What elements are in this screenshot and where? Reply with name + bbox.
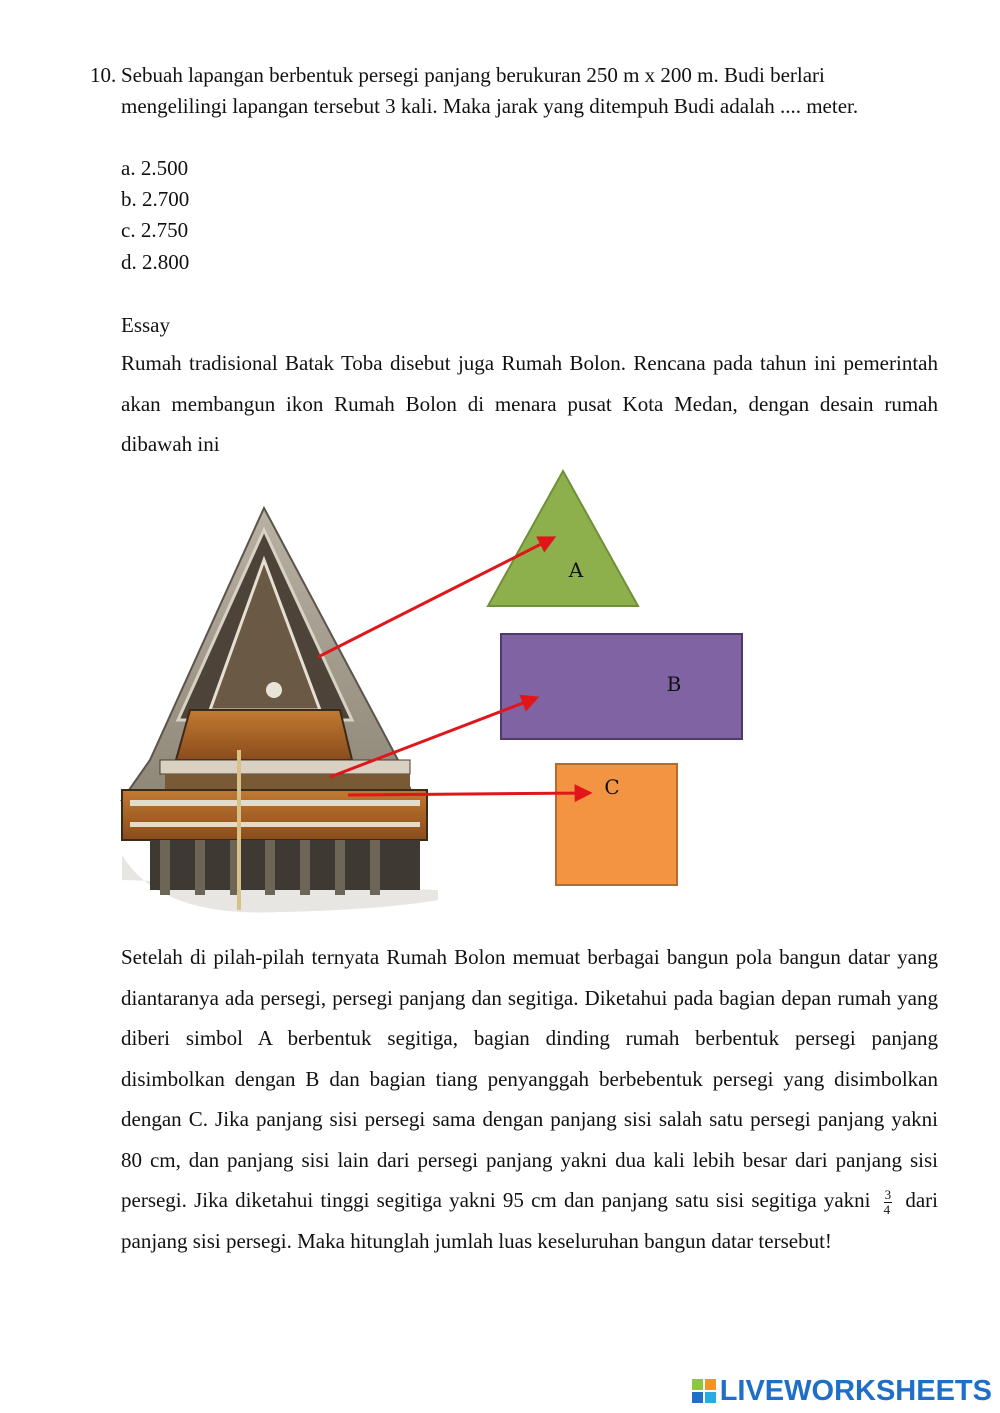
rumah-bolon-illustration xyxy=(122,508,438,913)
fraction-denominator: 4 xyxy=(883,1201,891,1217)
liveworksheets-brand: LIVEWORKSHEETS xyxy=(719,1374,992,1407)
option-a: a. 2.500 xyxy=(121,156,189,180)
label-a: A xyxy=(568,558,584,582)
essay-body-text: Setelah di pilah-pilah ternyata Rumah Bolon memuat berbagai bangun pola bangun datar yang diantaranya ada persegi, persegi panjang dan segitiga. Diketahui pada bagian depan rumah yang diberi simbol A berbentuk segitiga, bagian dinding rumah berbentuk persegi panjang disimbolkan dengan B dan bagian tiang penyanggah berbebentuk persegi yang disimbolkan dengan C. Jika panjang sisi persegi sama dengan panjang sisi salah satu persegi panjang yakni 80 cm, dan panjang sisi lain dari persegi panjang yakni dua kali lebih besar dari panjang sisi persegi. Jika diketahui tinggi segitiga yakni 95 cm dan panjang satu sisi segitiga yakni xyxy=(121,945,938,1212)
label-b: B xyxy=(666,672,682,696)
essay-body xyxy=(121,937,938,1261)
shape-c-square xyxy=(556,764,677,885)
question-text: Sebuah lapangan berbentuk persegi panjang berukuran 250 m x 200 m. Budi berlari mengelilingi lapangan tersebut 3 kali. Maka jarak yang ditempuh Budi adalah .... meter. xyxy=(121,63,859,118)
shape-a-triangle xyxy=(488,471,638,606)
fraction-numerator: 3 xyxy=(884,1186,892,1202)
fraction-three-quarters xyxy=(884,1188,893,1217)
shape-b-rectangle xyxy=(501,634,742,739)
rumah-bolon-figure xyxy=(0,460,1000,925)
liveworksheets-logo-icon xyxy=(692,1379,716,1403)
liveworksheets-logo xyxy=(692,1373,992,1409)
essay-body-text-end: dari panjang sisi persegi. Maka hitunglah jumlah luas keseluruhan bangun datar tersebut! xyxy=(121,1188,939,1253)
label-c: C xyxy=(604,775,620,799)
essay-intro: Rumah tradisional Batak Toba disebut juga Rumah Bolon. Rencana pada tahun ini pemerintah akan membangun ikon Rumah Bolon di menara pusat Kota Medan, dengan desain rumah dibawah ini xyxy=(121,351,938,456)
essay-title: Essay xyxy=(121,313,170,337)
option-b: b. 2.700 xyxy=(121,187,190,211)
question-number: 10. xyxy=(90,63,117,87)
option-d: d. 2.800 xyxy=(121,250,190,274)
option-c: c. 2.750 xyxy=(121,218,189,242)
arrow-to-c xyxy=(348,793,589,795)
